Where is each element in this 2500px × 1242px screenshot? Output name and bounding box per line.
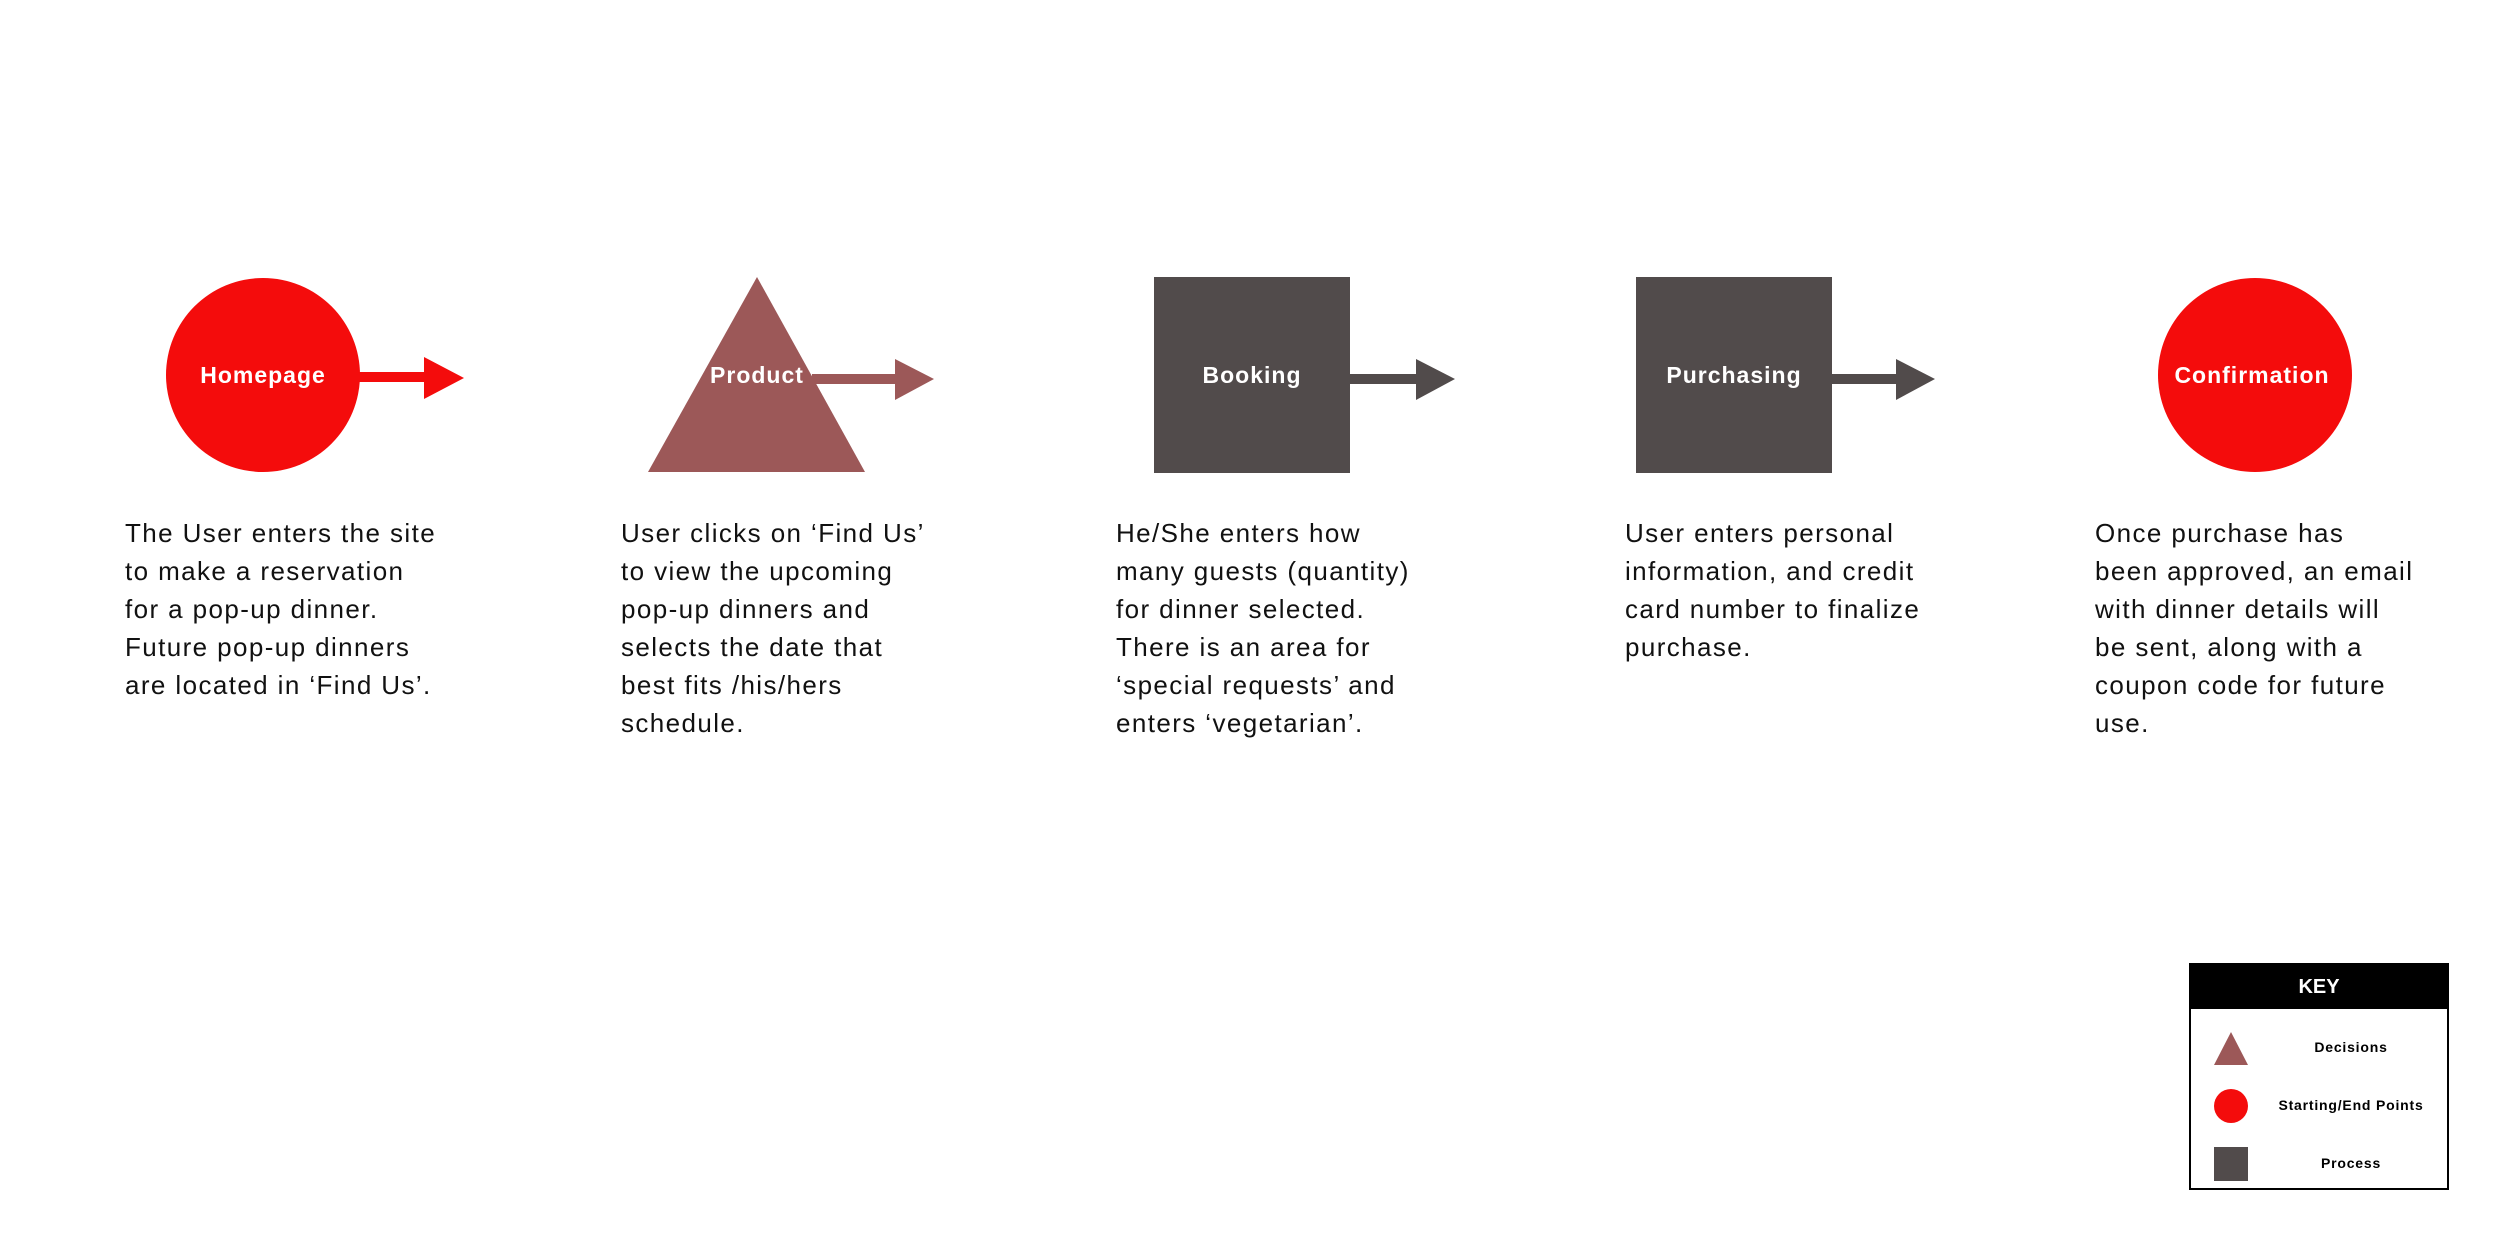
legend-label: Decisions [2314, 1039, 2388, 1055]
step-description-homepage: The User enters the site to make a reservation for a pop-up dinner. Future pop-up dinners are located in ‘Find Us’. [125, 518, 437, 700]
arrow-head [1416, 359, 1455, 400]
node-label-confirmation: Confirmation [2174, 362, 2330, 388]
step-description-confirmation: Once purchase has been approved, an email with dinner details will be sent, along with a coupon code for future use. [2095, 518, 2414, 738]
legend-label: Process [2320, 1155, 2382, 1171]
legend-key [2189, 963, 2449, 1190]
arrow-head [895, 359, 934, 400]
legend-item-decisions [2191, 1027, 2447, 1067]
legend-item-process [2191, 1143, 2447, 1183]
flow-node-product [648, 277, 934, 472]
legend-title: KEY [2191, 965, 2447, 1009]
flow-node-booking [1154, 277, 1350, 473]
flow-arrow-2 [812, 359, 934, 400]
arrow-shaft [1349, 374, 1419, 384]
flow-node-purchasing [1636, 277, 1832, 473]
arrow-shaft [812, 374, 898, 384]
flow-node-homepage [166, 278, 360, 472]
node-label-booking: Booking [1202, 362, 1302, 388]
arrow-shaft [358, 372, 426, 382]
circle-icon [2213, 1088, 2249, 1124]
flow-arrow-4 [1831, 359, 1935, 400]
flow-arrow-1 [358, 357, 464, 399]
step-description-purchasing: User enters personal information, and credit card number to finalize purchase. [1625, 518, 1921, 662]
arrow-shaft [1831, 374, 1899, 384]
node-label-product: Product [710, 362, 804, 388]
legend-label: Starting/End Points [2278, 1097, 2424, 1113]
arrow-head [424, 357, 464, 399]
arrow-head [1896, 359, 1935, 400]
legend-item-start-end [2191, 1085, 2447, 1125]
flow-node-confirmation [2158, 278, 2352, 472]
node-label-purchasing: Purchasing [1666, 362, 1802, 388]
triangle-icon [2213, 1030, 2249, 1066]
node-label-homepage: Homepage [200, 362, 326, 388]
square-icon [2213, 1146, 2249, 1182]
step-description-product: User clicks on ‘Find Us’ to view the upcoming pop-up dinners and selects the date that best fits /his/hers schedule. [621, 518, 925, 738]
flow-arrow-3 [1349, 359, 1455, 400]
step-description-booking: He/She enters how many guests (quantity) for dinner selected. There is an area for ‘special requests’ and enters ‘vegetarian’. [1116, 518, 1410, 738]
